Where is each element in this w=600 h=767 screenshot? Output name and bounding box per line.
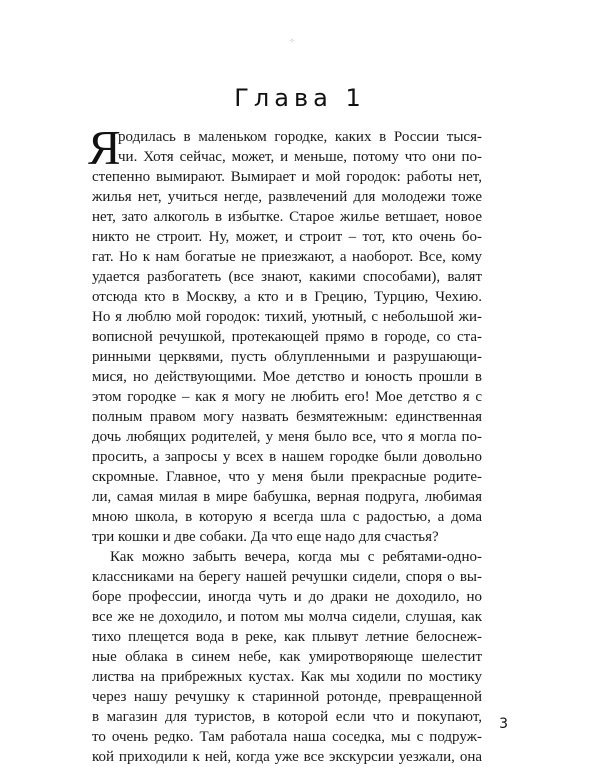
text-line: кой приходили к ней, когда уже все экскурсии уезжали, она — [92, 749, 482, 765]
text-line: боре профессии, иногда чуть и до драки не доходило, но — [92, 589, 482, 605]
text-line: ринными церквями, пусть облупленными и разрушающи- — [92, 349, 482, 365]
text-line: чи. Хотя сейчас, может, и меньше, потому что они по- — [118, 149, 482, 165]
text-line: то очень редко. Там работала наша соседка, мы с подруж- — [92, 729, 482, 745]
text-line: мися, но действующими. Мое детство и юность прошли в — [92, 369, 482, 385]
text-line: три кошки и две собаки. Да что еще надо для счастья? — [92, 529, 439, 545]
text-line: ные облака в синем небе, как умиротворяюще шелестит — [92, 649, 482, 665]
text-line: скромные. Главное, что у меня были прекрасные родите- — [92, 469, 482, 485]
text-line: удается разбогатеть (все знают, какими способами), валят — [92, 269, 482, 285]
text-line: жилья нет, учиться негде, развлечений для молодежи тоже — [92, 189, 482, 205]
text-line: родилась в маленьком городке, каких в России тыся- — [118, 129, 482, 145]
text-line: этом городке – как я могу не любить его! Мое детство я с — [92, 389, 482, 405]
text-line: нет, зато алкоголь в избытке. Старое жилье ветшает, новое — [92, 209, 482, 225]
text-line: гат. Но к нам богатые не приезжают, а наоборот. Все, кому — [92, 249, 482, 265]
text-line: отсюда кто в Москву, а кто и в Грецию, Турцию, Чехию. — [92, 289, 482, 305]
text-line: вописной речушкой, протекающей прямо в городе, со ста- — [92, 329, 482, 345]
text-line: дочь любящих родителей, у меня было все, что я могла по- — [92, 429, 482, 445]
text-line: степенно вымирают. Вымирает и мой городок: работы нет, — [92, 169, 482, 185]
drop-cap: Я — [88, 120, 121, 175]
text-line: тихо плещется вода в реке, как плывут летние белоснеж- — [92, 629, 482, 645]
text-line: просить, а запросы у всех в нашем городке были довольно — [92, 449, 482, 465]
text-line: классниками на берегу нашей речушки сидели, споря о вы- — [92, 569, 482, 585]
text-line: листва на прибрежных кустах. Как мы ходили по мостику — [92, 669, 482, 685]
text-line: через нашу речушку к старинной ротонде, превращенной — [92, 689, 482, 705]
text-line: никто не строит. Ну, может, и строит – тот, кто очень бо- — [92, 229, 482, 245]
text-line: Но я люблю мой городок: тихий, уютный, с небольшой жи- — [92, 309, 482, 325]
text-line: ли, самая милая в мире бабушка, верная подруга, любимая — [92, 489, 482, 505]
body-text — [88, 120, 482, 767]
chapter-title: Глава 1 — [234, 84, 366, 112]
text-line: Как можно забыть вечера, когда мы с ребятами-одно- — [110, 549, 482, 565]
text-line: все же не доходило, и потом мы молча сидели, слушая, как — [92, 609, 482, 625]
text-line: в магазин для туристов, в которой если что и покупают, — [92, 709, 482, 725]
text-line: мною школа, в которую я всегда шла с радостью, а дома — [92, 509, 482, 525]
stray-mark-icon: ✧ — [289, 37, 295, 45]
page-number: 3 — [499, 716, 508, 732]
text-line: полным правом могу назвать безмятежным: единственная — [92, 409, 482, 425]
